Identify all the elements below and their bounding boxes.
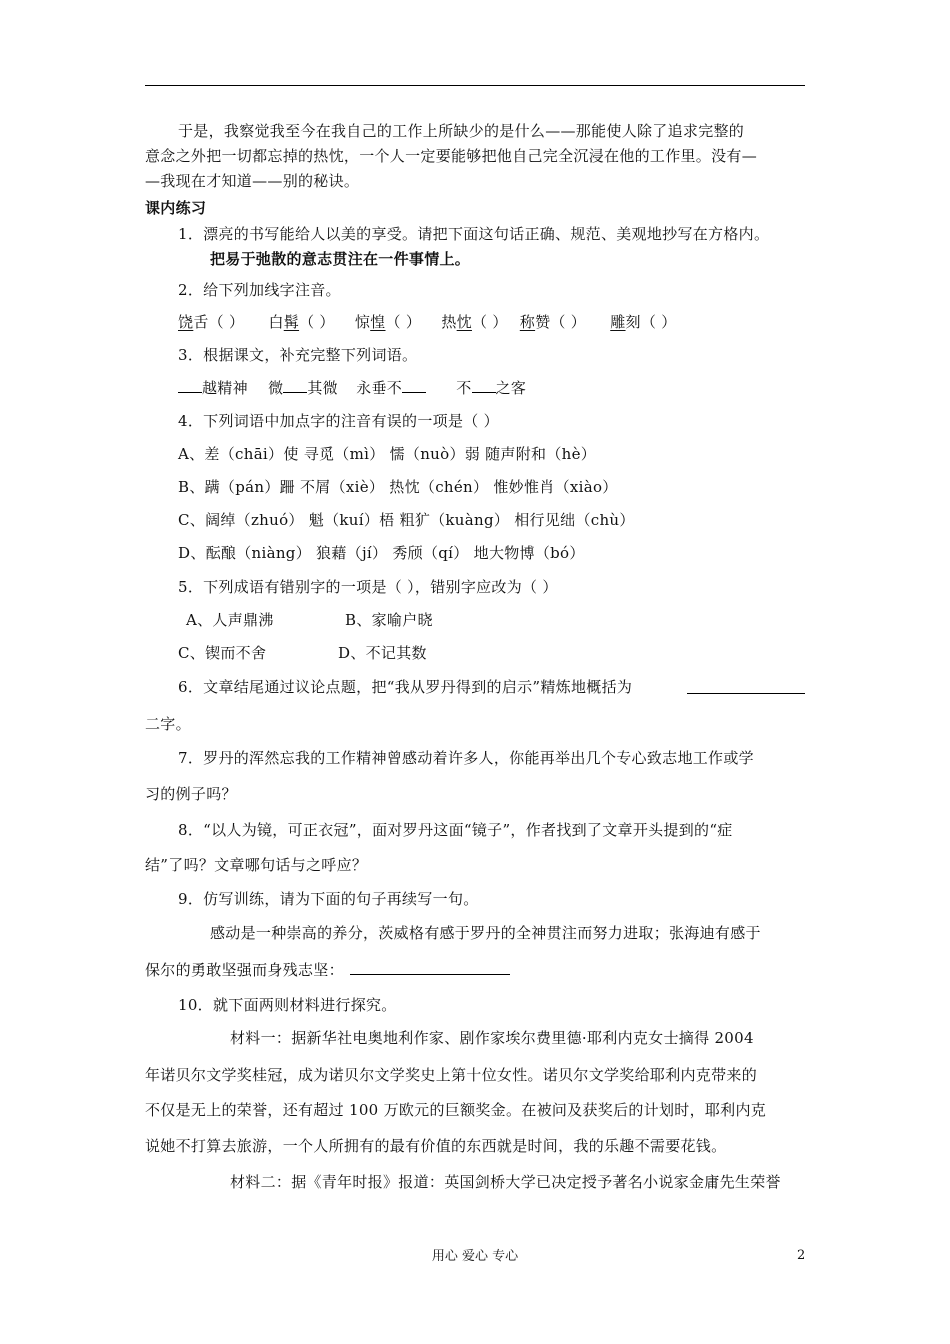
footer-text: 用心 爱心 专心 <box>431 1249 519 1264</box>
question-10: 10．就下面两则材料进行探究。 <box>178 996 397 1014</box>
page-number: 2 <box>797 1248 806 1263</box>
question-5-option-d: D、不记其数 <box>338 644 427 662</box>
header-rule <box>145 85 805 86</box>
q2-item: 称赞（ ） <box>519 313 587 331</box>
question-7-line-2: 习的例子吗？ <box>145 785 237 803</box>
question-3-words: 越精神 微 其微 永垂不 不 之客 <box>178 378 526 398</box>
q2-item: 热忱（ ） <box>441 313 508 331</box>
q2-item: 白髯（ ） <box>268 313 335 331</box>
material-2-line-1: 材料二：据《青年时报》报道：英国剑桥大学已决定授予著名小说家金庸先生荣誉 <box>230 1173 781 1191</box>
question-9: 9．仿写训练，请为下面的句子再续写一句。 <box>178 890 479 908</box>
intro-line-3: —我现在才知道——别的秘诀。 <box>145 172 360 190</box>
q2-item: 饶舌（ ） <box>178 313 245 331</box>
intro-line-1: 于是，我察觉我至今在我自己的工作上所缺少的是什么——那能使人除了追求完整的 <box>178 122 745 140</box>
question-9-line-2: 保尔的勇敢坚强而身残志坚： <box>145 960 510 980</box>
question-6: 6．文章结尾通过议论点题，把“我从罗丹得到的启示”精炼地概括为 <box>178 678 633 696</box>
section-title: 课内练习 <box>145 199 207 217</box>
question-4-option-d: D、酝酿（niàng） 狼藉（jí） 秀颀（qí） 地大物博（bó） <box>178 544 585 562</box>
question-4-option-c: C、阔绰（zhuó） 魁（kuí）梧 粗犷（kuàng） 相行见绌（chù） <box>178 511 635 529</box>
question-7-line-1: 7．罗丹的浑然忘我的工作精神曾感动着许多人，你能再举出几个专心致志地工作或学 <box>178 749 754 767</box>
question-2-items <box>178 312 677 332</box>
material-1-line-4: 说她不打算去旅游，一个人所拥有的最有价值的东西就是时间，我的乐趣不需要花钱。 <box>145 1137 727 1155</box>
question-1: 1．漂亮的书写能给人以美的享受。请把下面这句话正确、规范、美观地抄写在方格内。 <box>178 225 770 243</box>
question-9-line-1: 感动是一种崇高的养分，茨威格有感于罗丹的全神贯注而努力进取；张海迪有感于 <box>210 924 761 942</box>
question-4: 4．下列词语中加点字的注音有误的一项是（ ） <box>178 412 499 430</box>
question-6-tail: 二字。 <box>145 715 191 733</box>
question-5-option-a: A、人声鼎沸 <box>186 611 274 629</box>
q2-item: 雕刻（ ） <box>610 313 677 331</box>
question-8-line-1: 8．“以人为镜，可正衣冠”，面对罗丹这面“镜子”，作者找到了文章开头提到的“症 <box>178 821 733 839</box>
material-1-line-3: 不仅是无上的荣誉，还有超过 100 万欧元的巨额奖金。在被问及获奖后的计划时，耶利内克 <box>145 1101 767 1119</box>
material-1-line-2: 年诺贝尔文学奖桂冠，成为诺贝尔文学奖史上第十位女性。诺贝尔文学奖给耶利内克带来的 <box>145 1066 758 1084</box>
question-5: 5．下列成语有错别字的一项是（ ），错别字应改为（ ） <box>178 578 558 596</box>
question-5-option-c: C、锲而不舍 <box>178 644 267 662</box>
material-1-line-1: 材料一：据新华社电奥地利作家、剧作家埃尔费里德·耶利内克女士摘得 2004 <box>230 1029 754 1047</box>
question-1-sentence: 把易于弛散的意志贯注在一件事情上。 <box>210 250 471 268</box>
intro-line-2: 意念之外把一切都忘掉的热忱，一个人一定要能够把他自己完全沉浸在他的工作里。没有— <box>145 147 758 165</box>
question-2: 2．给下列加线字注音。 <box>178 281 341 299</box>
q2-item: 惊惶（ ） <box>354 313 422 331</box>
question-3: 3．根据课文，补充完整下列词语。 <box>178 346 418 364</box>
question-4-option-a: A、差（chāi）使 寻觅（mì） 懦（nuò）弱 随声附和（hè） <box>178 445 597 463</box>
answer-blank[interactable] <box>687 679 805 694</box>
question-5-option-b: B、家喻户晓 <box>345 611 433 629</box>
question-8-line-2: 结”了吗？文章哪句话与之呼应？ <box>145 856 368 874</box>
question-4-option-b: B、蹒（pán）跚 不屑（xiè） 热忱（chén） 惟妙惟肖（xiào） <box>178 478 618 496</box>
answer-blank[interactable] <box>350 960 510 975</box>
